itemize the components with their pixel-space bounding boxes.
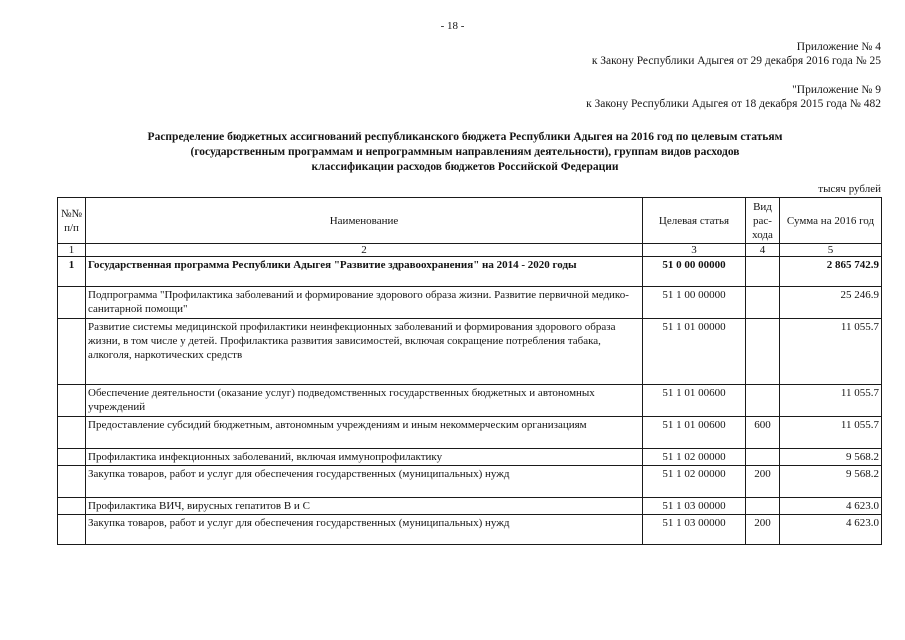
row-num xyxy=(58,498,86,515)
page-number: - 18 - xyxy=(440,20,465,32)
row-sum: 4 623.0 xyxy=(780,515,882,545)
header-type: Вид рас-хода xyxy=(746,198,780,244)
row-sum: 11 055.7 xyxy=(780,319,882,385)
row-code: 51 1 02 00000 xyxy=(643,449,746,466)
row-name: Предоставление субсидий бюджетным, автономным учреждениям и иным некоммерческим организациям xyxy=(86,417,643,449)
appendix-current-law: к Закону Республики Адыгея от 29 декабря 2016 года № 25 xyxy=(591,55,881,67)
row-code: 51 1 03 00000 xyxy=(643,498,746,515)
row-type: 200 xyxy=(746,515,780,545)
column-index-row xyxy=(58,244,882,257)
table-row xyxy=(58,515,882,545)
header-num: №№ п/п xyxy=(58,198,86,244)
row-num xyxy=(58,287,86,319)
appendix-original xyxy=(586,83,881,111)
row-num xyxy=(58,319,86,385)
row-name: Подпрограмма "Профилактика заболеваний и формирование здорового образа жизни. Развитие первичной медико-санитарной помощи" xyxy=(86,287,643,319)
appendix-current xyxy=(592,40,881,68)
row-num xyxy=(58,449,86,466)
row-code: 51 1 01 00600 xyxy=(643,417,746,449)
row-type xyxy=(746,287,780,319)
table-row xyxy=(58,466,882,498)
units-label: тысяч рублей xyxy=(818,183,881,195)
row-num xyxy=(58,515,86,545)
row-num: 1 xyxy=(58,257,86,287)
row-name: Государственная программа Республики Адыгея "Развитие здравоохранения" на 2014 - 2020 годы xyxy=(86,257,643,287)
row-name: Закупка товаров, работ и услуг для обеспечения государственных (муниципальных) нужд xyxy=(86,466,643,498)
table-row xyxy=(58,449,882,466)
row-name: Профилактика инфекционных заболеваний, включая иммунопрофилактику xyxy=(86,449,643,466)
table-row xyxy=(58,498,882,515)
row-name: Профилактика ВИЧ, вирусных гепатитов В и С xyxy=(86,498,643,515)
row-type xyxy=(746,257,780,287)
row-sum: 11 055.7 xyxy=(780,417,882,449)
table-row xyxy=(58,417,882,449)
row-code: 51 1 03 00000 xyxy=(643,515,746,545)
column-index: 2 xyxy=(86,244,643,257)
table-row xyxy=(58,319,882,385)
row-code: 51 0 00 00000 xyxy=(643,257,746,287)
column-index: 5 xyxy=(780,244,882,257)
row-code: 51 1 01 00600 xyxy=(643,385,746,417)
row-sum: 2 865 742.9 xyxy=(780,257,882,287)
row-name: Закупка товаров, работ и услуг для обеспечения государственных (муниципальных) нужд xyxy=(86,515,643,545)
row-code: 51 1 02 00000 xyxy=(643,466,746,498)
table-header-row xyxy=(58,198,882,244)
budget-table xyxy=(57,197,882,545)
row-sum: 11 055.7 xyxy=(780,385,882,417)
document-title xyxy=(60,130,870,175)
row-sum: 4 623.0 xyxy=(780,498,882,515)
header-name: Наименование xyxy=(86,198,643,244)
row-name: Обеспечение деятельности (оказание услуг) подведомственных государственных бюджетных и автономных учреждений xyxy=(86,385,643,417)
appendix-current-number: Приложение № 4 xyxy=(796,41,881,53)
row-sum: 9 568.2 xyxy=(780,466,882,498)
row-type xyxy=(746,385,780,417)
document-title-line-1: Распределение бюджетных ассигнований республиканского бюджета Республики Адыгея на 2016 год по целевым статьям xyxy=(147,131,783,143)
column-index: 1 xyxy=(58,244,86,257)
table-row xyxy=(58,257,882,287)
row-code: 51 1 00 00000 xyxy=(643,287,746,319)
header-code: Целевая статья xyxy=(643,198,746,244)
row-num xyxy=(58,466,86,498)
header-sum: Сумма на 2016 год xyxy=(780,198,882,244)
row-sum: 25 246.9 xyxy=(780,287,882,319)
row-sum: 9 568.2 xyxy=(780,449,882,466)
table-row xyxy=(58,287,882,319)
document-title-line-2: (государственным программам и непрограммным направлениям деятельности), группам видов расходов xyxy=(190,146,740,158)
appendix-original-number: "Приложение № 9 xyxy=(792,84,881,96)
document-title-line-3: классификации расходов бюджетов Российской Федерации xyxy=(311,161,619,173)
appendix-original-law: к Закону Республики Адыгея от 18 декабря 2015 года № 482 xyxy=(586,98,881,110)
row-type: 200 xyxy=(746,466,780,498)
column-index: 3 xyxy=(643,244,746,257)
row-type xyxy=(746,498,780,515)
row-type: 600 xyxy=(746,417,780,449)
row-type xyxy=(746,449,780,466)
column-index: 4 xyxy=(746,244,780,257)
row-code: 51 1 01 00000 xyxy=(643,319,746,385)
row-num xyxy=(58,417,86,449)
table-row xyxy=(58,385,882,417)
row-name: Развитие системы медицинской профилактики неинфекционных заболеваний и формирования здорового образа жизни, в том числе у детей. Профилактика развития зависимостей, включая сокращение потребления табака, алкоголя, наркотических средств xyxy=(86,319,643,385)
row-type xyxy=(746,319,780,385)
row-num xyxy=(58,385,86,417)
